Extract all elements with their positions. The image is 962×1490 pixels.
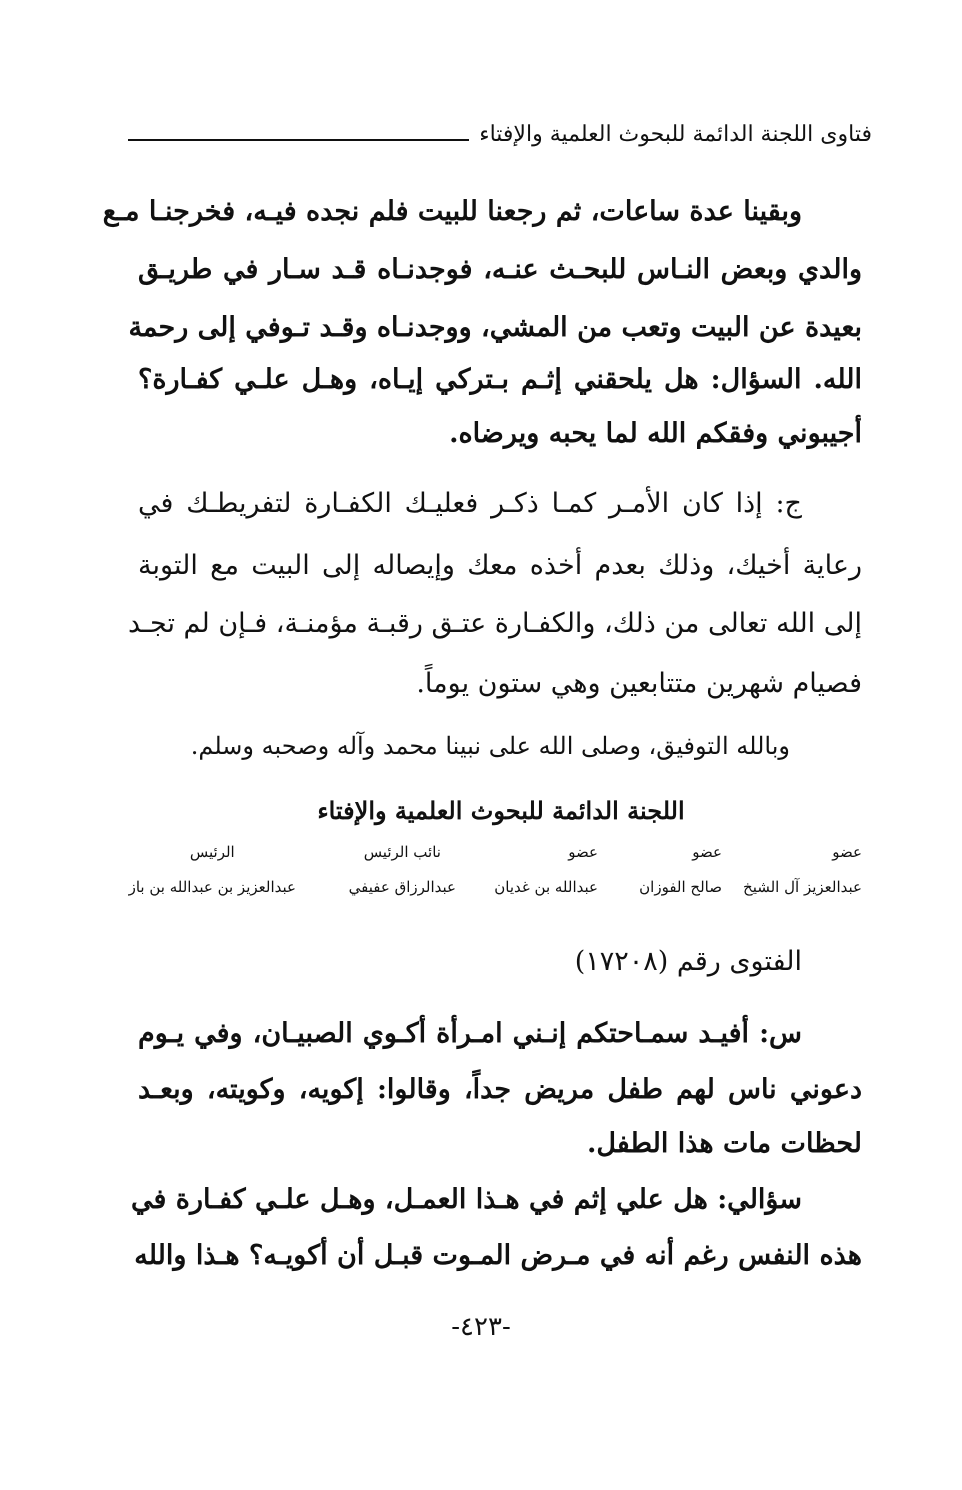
signature-member-1 xyxy=(743,838,862,902)
signature-role: عضو xyxy=(568,843,598,861)
committee-name: اللجنة الدائمة للبحوث العلمية والإفتاء xyxy=(317,796,685,825)
running-header xyxy=(128,122,872,147)
signature-role: الرئيس xyxy=(189,843,235,861)
answer1-line-1: ج: إذا كان الأمـر كمـا ذكـر فعليـك الكفـارة لتفريطـك في xyxy=(138,488,802,519)
signature-role: عضو xyxy=(692,843,722,861)
paragraph1-line-5: أجيبوني وفقكم الله لما يحبه ويرضاه. xyxy=(449,418,862,449)
signature-name: عبدالرزاق عفيفي xyxy=(348,878,456,896)
signature-name: عبدالله بن غديان xyxy=(494,878,598,896)
signature-name: عبدالعزيز بن عبدالله بن باز xyxy=(128,878,296,896)
header-rule xyxy=(128,139,469,141)
question2-line-1: س: أفيـد سمـاحتكم إنـني امـرأة أكـوي الصبيـان، وفي يـوم xyxy=(138,1018,802,1049)
signature-name: صالح الفوزان xyxy=(639,878,722,896)
paragraph1-line-3: بعيدة عن البيت وتعب من المشي، ووجدنـاه وقـد تـوفي إلى رحمة xyxy=(128,312,862,343)
signature-member-3 xyxy=(494,838,598,902)
paragraph1-line-2: والدي وبعض النـاس للبحـث عنـه، فوجدنـاه قـد سـار في طريـق xyxy=(138,254,862,285)
signature-member-2 xyxy=(639,838,722,902)
signature-role: نائب الرئيس xyxy=(363,843,441,861)
signature-role: عضو xyxy=(832,843,862,861)
signature-member-4 xyxy=(349,838,456,902)
header-title: فتاوى اللجنة الدائمة للبحوث العلمية والإفتاء xyxy=(479,122,872,147)
signature-name: عبدالعزيز آل الشيخ xyxy=(743,878,862,896)
question2b-line-1: سؤالي: هل علي إثم في هـذا العمـل، وهـل علـي كفـارة في xyxy=(130,1184,802,1215)
answer1-line-2: رعاية أخيك، وذلك بعدم أخذه معك وإيصاله إلى البيت مع التوبة xyxy=(138,550,862,581)
question2-line-3: لحظات مات هذا الطفل. xyxy=(586,1128,862,1159)
signature-member-5 xyxy=(129,838,296,902)
fatwa-number: الفتوى رقم (١٧٢٠٨) xyxy=(574,946,802,977)
signature-block xyxy=(92,838,862,908)
question2b-line-2: هذه النفس رغم أنه في مـرض المـوت قبـل أن أكويـه؟ هـذا والله xyxy=(134,1240,862,1271)
answer1-line-4: فصيام شهرين متتابعين وهي ستون يوماً. xyxy=(416,668,862,699)
answer1-line-3: إلى الله تعالى من ذلك، والكفـارة عتـق رقبـة مؤمنـة، فـإن لم تجـد xyxy=(127,608,862,639)
paragraph1-line-4: الله. السؤال: هل يلحقني إثـم بـتركي إيـاه، وهـل علـي كفـارة؟ xyxy=(138,364,862,395)
page-number: -٤٢٣- xyxy=(451,1312,511,1342)
paragraph1-line-1: وبقينا عدة ساعات، ثم رجعنا للبيت فلم نجده فيـه، فخرجنـا مـع xyxy=(102,196,802,227)
question2-line-2: دعوني ناس لهم طفل مريض جداً، وقالوا: إكويه، وكويته، وبعـد xyxy=(138,1074,862,1105)
closing-line: وبالله التوفيق، وصلى الله على نبينا محمد وآله وصحبه وسلم. xyxy=(190,732,790,760)
